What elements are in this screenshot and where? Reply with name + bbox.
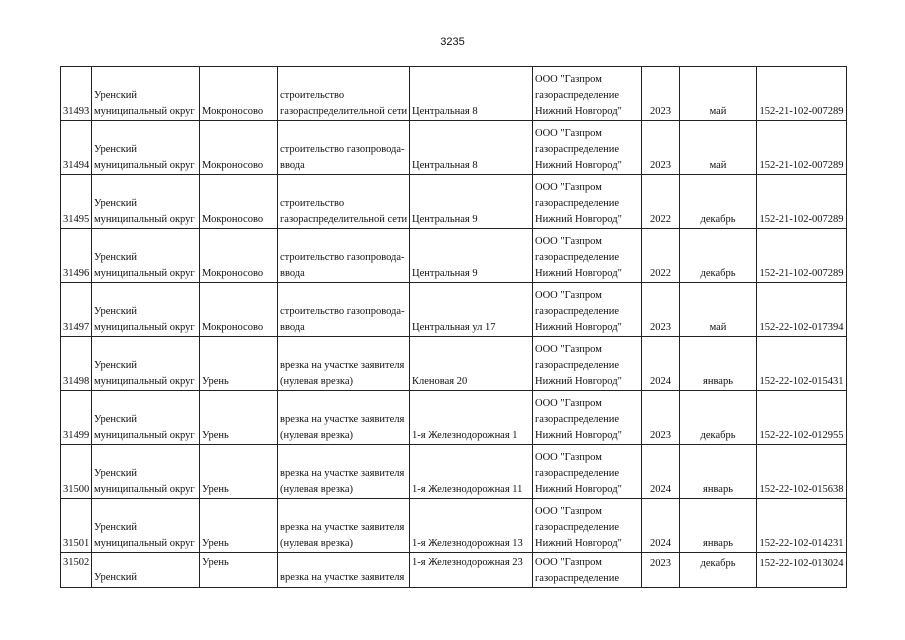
code-cell	[757, 283, 847, 337]
work-type-cell	[278, 499, 410, 553]
year-cell	[642, 67, 680, 121]
organization-cell	[533, 67, 642, 121]
settlement-cell-text: Урень	[202, 557, 229, 568]
organization-cell-text: газораспределение	[535, 306, 620, 317]
code-cell-text: 152-22-102-015638	[759, 484, 844, 495]
organization-cell-text: ООО "Газпром	[535, 182, 602, 193]
table-row	[61, 391, 847, 445]
work-type-cell	[278, 553, 410, 588]
organization-cell	[533, 553, 642, 588]
district-cell-text: Уренский	[94, 144, 138, 155]
address-cell	[410, 445, 533, 499]
row-number-cell-text: 31493	[63, 106, 90, 117]
district-cell-text: муниципальный округ	[94, 106, 195, 117]
settlement-cell	[200, 229, 278, 283]
year-cell-text: 2023	[650, 106, 671, 117]
organization-cell	[533, 283, 642, 337]
district-cell-text: муниципальный округ	[94, 214, 195, 225]
row-number-cell	[61, 229, 92, 283]
work-type-cell-text: ввода	[280, 268, 305, 279]
address-cell	[410, 499, 533, 553]
address-cell-text: 1-я Железнодорожная 23	[412, 557, 523, 568]
district-cell	[92, 67, 200, 121]
code-cell	[757, 121, 847, 175]
year-cell-text: 2023	[650, 322, 671, 333]
month-cell	[680, 175, 757, 229]
organization-cell-text: ООО "Газпром	[535, 452, 602, 463]
month-cell-text: январь	[703, 484, 733, 495]
district-cell	[92, 337, 200, 391]
district-cell	[92, 283, 200, 337]
month-cell-text: январь	[703, 376, 733, 387]
table-row	[61, 121, 847, 175]
month-cell	[680, 553, 757, 588]
address-cell	[410, 283, 533, 337]
district-cell	[92, 175, 200, 229]
work-type-cell	[278, 67, 410, 121]
code-cell-text: 152-22-102-015431	[759, 376, 844, 387]
month-cell-text: декабрь	[700, 558, 736, 569]
row-number-cell-text: 31495	[63, 214, 90, 225]
organization-cell-text: Нижний Новгород"	[535, 484, 622, 495]
year-cell-text: 2024	[650, 538, 671, 549]
year-cell	[642, 445, 680, 499]
row-number-cell-text: 31497	[63, 322, 90, 333]
code-cell	[757, 175, 847, 229]
work-type-cell	[278, 121, 410, 175]
row-number-cell	[61, 391, 92, 445]
table-row	[61, 499, 847, 553]
district-cell-text: муниципальный округ	[94, 160, 195, 171]
gas-connection-registry-table	[60, 66, 847, 588]
district-cell-text: муниципальный округ	[94, 484, 195, 495]
code-cell-text: 152-21-102-007289	[759, 268, 844, 279]
work-type-cell-text: врезка на участке заявителя	[280, 468, 405, 479]
code-cell-text: 152-22-102-017394	[759, 322, 844, 333]
address-cell-text: Кленовая 20	[412, 376, 468, 387]
work-type-cell-text: газораспределительной сети	[280, 214, 408, 225]
month-cell	[680, 121, 757, 175]
row-number-cell	[61, 445, 92, 499]
work-type-cell-text: строительство	[280, 90, 345, 101]
table-row	[61, 283, 847, 337]
code-cell	[757, 67, 847, 121]
code-cell	[757, 337, 847, 391]
year-cell	[642, 499, 680, 553]
address-cell	[410, 337, 533, 391]
month-cell-text: май	[709, 160, 727, 171]
row-number-cell	[61, 553, 92, 588]
district-cell	[92, 499, 200, 553]
row-number-cell-text: 31500	[63, 484, 90, 495]
organization-cell	[533, 229, 642, 283]
row-number-cell	[61, 499, 92, 553]
district-cell-text: Уренский	[94, 572, 138, 583]
settlement-cell-text: Урень	[202, 430, 229, 441]
settlement-cell-text: Мокроносово	[202, 268, 264, 279]
month-cell	[680, 499, 757, 553]
row-number-cell-text: 31494	[63, 160, 90, 171]
month-cell-text: январь	[703, 538, 733, 549]
district-cell-text: муниципальный округ	[94, 268, 195, 279]
organization-cell-text: газораспределение	[535, 468, 620, 479]
month-cell	[680, 283, 757, 337]
code-cell	[757, 391, 847, 445]
address-cell	[410, 229, 533, 283]
district-cell-text: муниципальный округ	[94, 430, 195, 441]
settlement-cell	[200, 499, 278, 553]
district-cell-text: муниципальный округ	[94, 376, 195, 387]
organization-cell-text: ООО "Газпром	[535, 344, 602, 355]
month-cell	[680, 67, 757, 121]
month-cell	[680, 391, 757, 445]
row-number-cell	[61, 175, 92, 229]
year-cell-text: 2023	[650, 160, 671, 171]
district-cell-text: Уренский	[94, 360, 138, 371]
row-number-cell	[61, 121, 92, 175]
month-cell-text: декабрь	[700, 214, 736, 225]
settlement-cell-text: Урень	[202, 538, 229, 549]
work-type-cell-text: (нулевая врезка)	[280, 430, 353, 441]
organization-cell-text: Нижний Новгород"	[535, 538, 622, 549]
year-cell	[642, 553, 680, 588]
year-cell-text: 2024	[650, 484, 671, 495]
code-cell-text: 152-21-102-007289	[759, 214, 844, 225]
work-type-cell-text: врезка на участке заявителя	[280, 572, 405, 583]
organization-cell-text: газораспределение	[535, 573, 620, 584]
work-type-cell	[278, 175, 410, 229]
year-cell-text: 2023	[650, 558, 671, 569]
work-type-cell	[278, 229, 410, 283]
address-cell-text: Центральная 9	[412, 268, 478, 279]
work-type-cell-text: ввода	[280, 322, 305, 333]
table-row	[61, 67, 847, 121]
address-cell-text: Центральная ул 17	[412, 322, 496, 333]
organization-cell-text: газораспределение	[535, 414, 620, 425]
work-type-cell	[278, 337, 410, 391]
year-cell	[642, 175, 680, 229]
organization-cell	[533, 337, 642, 391]
organization-cell-text: ООО "Газпром	[535, 128, 602, 139]
year-cell	[642, 121, 680, 175]
district-cell	[92, 229, 200, 283]
work-type-cell-text: строительство газопровода-	[280, 144, 405, 155]
district-cell-text: Уренский	[94, 252, 138, 263]
code-cell-text: 152-21-102-007289	[759, 160, 844, 171]
district-cell-text: муниципальный округ	[94, 538, 195, 549]
settlement-cell	[200, 283, 278, 337]
address-cell	[410, 121, 533, 175]
organization-cell-text: ООО "Газпром	[535, 74, 602, 85]
settlement-cell-text: Мокроносово	[202, 322, 264, 333]
work-type-cell-text: газораспределительной сети	[280, 106, 408, 117]
year-cell-text: 2022	[650, 214, 671, 225]
address-cell-text: Центральная 8	[412, 106, 478, 117]
code-cell-text: 152-22-102-013024	[759, 558, 844, 569]
organization-cell-text: Нижний Новгород"	[535, 376, 622, 387]
month-cell-text: май	[709, 106, 727, 117]
work-type-cell-text: строительство газопровода-	[280, 252, 405, 263]
organization-cell-text: ООО "Газпром	[535, 506, 602, 517]
settlement-cell-text: Мокроносово	[202, 106, 264, 117]
settlement-cell	[200, 337, 278, 391]
organization-cell-text: Нижний Новгород"	[535, 160, 622, 171]
settlement-cell-text: Урень	[202, 376, 229, 387]
organization-cell-text: Нижний Новгород"	[535, 106, 622, 117]
work-type-cell-text: врезка на участке заявителя	[280, 360, 405, 371]
settlement-cell-text: Урень	[202, 484, 229, 495]
year-cell	[642, 229, 680, 283]
organization-cell-text: газораспределение	[535, 198, 620, 209]
month-cell	[680, 229, 757, 283]
code-cell	[757, 553, 847, 588]
address-cell-text: Центральная 9	[412, 214, 478, 225]
settlement-cell	[200, 67, 278, 121]
work-type-cell-text: строительство газопровода-	[280, 306, 405, 317]
organization-cell-text: ООО "Газпром	[535, 290, 602, 301]
row-number-cell	[61, 337, 92, 391]
organization-cell-text: газораспределение	[535, 522, 620, 533]
district-cell-text: муниципальный округ	[94, 322, 195, 333]
organization-cell-text: Нижний Новгород"	[535, 322, 622, 333]
address-cell	[410, 553, 533, 588]
year-cell-text: 2023	[650, 430, 671, 441]
address-cell-text: 1-я Железнодорожная 11	[412, 484, 523, 495]
district-cell-text: Уренский	[94, 468, 138, 479]
address-cell-text: 1-я Железнодорожная 13	[412, 538, 523, 549]
table-row	[61, 337, 847, 391]
row-number-cell-text: 31502	[63, 557, 90, 568]
work-type-cell-text: (нулевая врезка)	[280, 376, 353, 387]
year-cell	[642, 391, 680, 445]
organization-cell-text: газораспределение	[535, 90, 620, 101]
organization-cell	[533, 121, 642, 175]
district-cell	[92, 553, 200, 588]
organization-cell-text: Нижний Новгород"	[535, 430, 622, 441]
district-cell	[92, 445, 200, 499]
organization-cell-text: газораспределение	[535, 144, 620, 155]
settlement-cell	[200, 553, 278, 588]
organization-cell-text: Нижний Новгород"	[535, 268, 622, 279]
row-number-cell	[61, 283, 92, 337]
settlement-cell-text: Мокроносово	[202, 214, 264, 225]
code-cell-text: 152-22-102-012955	[759, 430, 844, 441]
organization-cell-text: газораспределение	[535, 252, 620, 263]
row-number-cell-text: 31496	[63, 268, 90, 279]
settlement-cell-text: Мокроносово	[202, 160, 264, 171]
year-cell	[642, 337, 680, 391]
year-cell-text: 2024	[650, 376, 671, 387]
organization-cell	[533, 445, 642, 499]
organization-cell-text: ООО "Газпром	[535, 557, 602, 568]
settlement-cell	[200, 445, 278, 499]
code-cell-text: 152-21-102-007289	[759, 106, 844, 117]
work-type-cell-text: врезка на участке заявителя	[280, 414, 405, 425]
district-cell	[92, 391, 200, 445]
page-number: 3235	[440, 36, 465, 48]
organization-cell	[533, 175, 642, 229]
year-cell	[642, 283, 680, 337]
organization-cell-text: ООО "Газпром	[535, 398, 602, 409]
district-cell-text: Уренский	[94, 198, 138, 209]
settlement-cell	[200, 175, 278, 229]
work-type-cell	[278, 283, 410, 337]
row-number-cell	[61, 67, 92, 121]
work-type-cell-text: (нулевая врезка)	[280, 538, 353, 549]
table-row	[61, 445, 847, 499]
organization-cell	[533, 499, 642, 553]
district-cell-text: Уренский	[94, 522, 138, 533]
work-type-cell-text: врезка на участке заявителя	[280, 522, 405, 533]
work-type-cell	[278, 391, 410, 445]
address-cell-text: Центральная 8	[412, 160, 478, 171]
code-cell	[757, 445, 847, 499]
district-cell-text: Уренский	[94, 90, 138, 101]
row-number-cell-text: 31498	[63, 376, 90, 387]
table-row	[61, 229, 847, 283]
district-cell	[92, 121, 200, 175]
table-row	[61, 175, 847, 229]
month-cell	[680, 337, 757, 391]
month-cell-text: декабрь	[700, 268, 736, 279]
month-cell-text: декабрь	[700, 430, 736, 441]
row-number-cell-text: 31499	[63, 430, 90, 441]
organization-cell-text: газораспределение	[535, 360, 620, 371]
month-cell-text: май	[709, 322, 727, 333]
address-cell	[410, 175, 533, 229]
district-cell-text: Уренский	[94, 414, 138, 425]
settlement-cell	[200, 121, 278, 175]
organization-cell	[533, 391, 642, 445]
district-cell-text: Уренский	[94, 306, 138, 317]
work-type-cell	[278, 445, 410, 499]
organization-cell-text: Нижний Новгород"	[535, 214, 622, 225]
code-cell-text: 152-22-102-014231	[759, 538, 844, 549]
year-cell-text: 2022	[650, 268, 671, 279]
month-cell	[680, 445, 757, 499]
table-row	[61, 553, 847, 588]
address-cell	[410, 67, 533, 121]
code-cell	[757, 229, 847, 283]
address-cell	[410, 391, 533, 445]
work-type-cell-text: строительство	[280, 198, 345, 209]
settlement-cell	[200, 391, 278, 445]
organization-cell-text: ООО "Газпром	[535, 236, 602, 247]
work-type-cell-text: (нулевая врезка)	[280, 484, 353, 495]
code-cell	[757, 499, 847, 553]
work-type-cell-text: ввода	[280, 160, 305, 171]
address-cell-text: 1-я Железнодорожная 1	[412, 430, 518, 441]
row-number-cell-text: 31501	[63, 538, 90, 549]
